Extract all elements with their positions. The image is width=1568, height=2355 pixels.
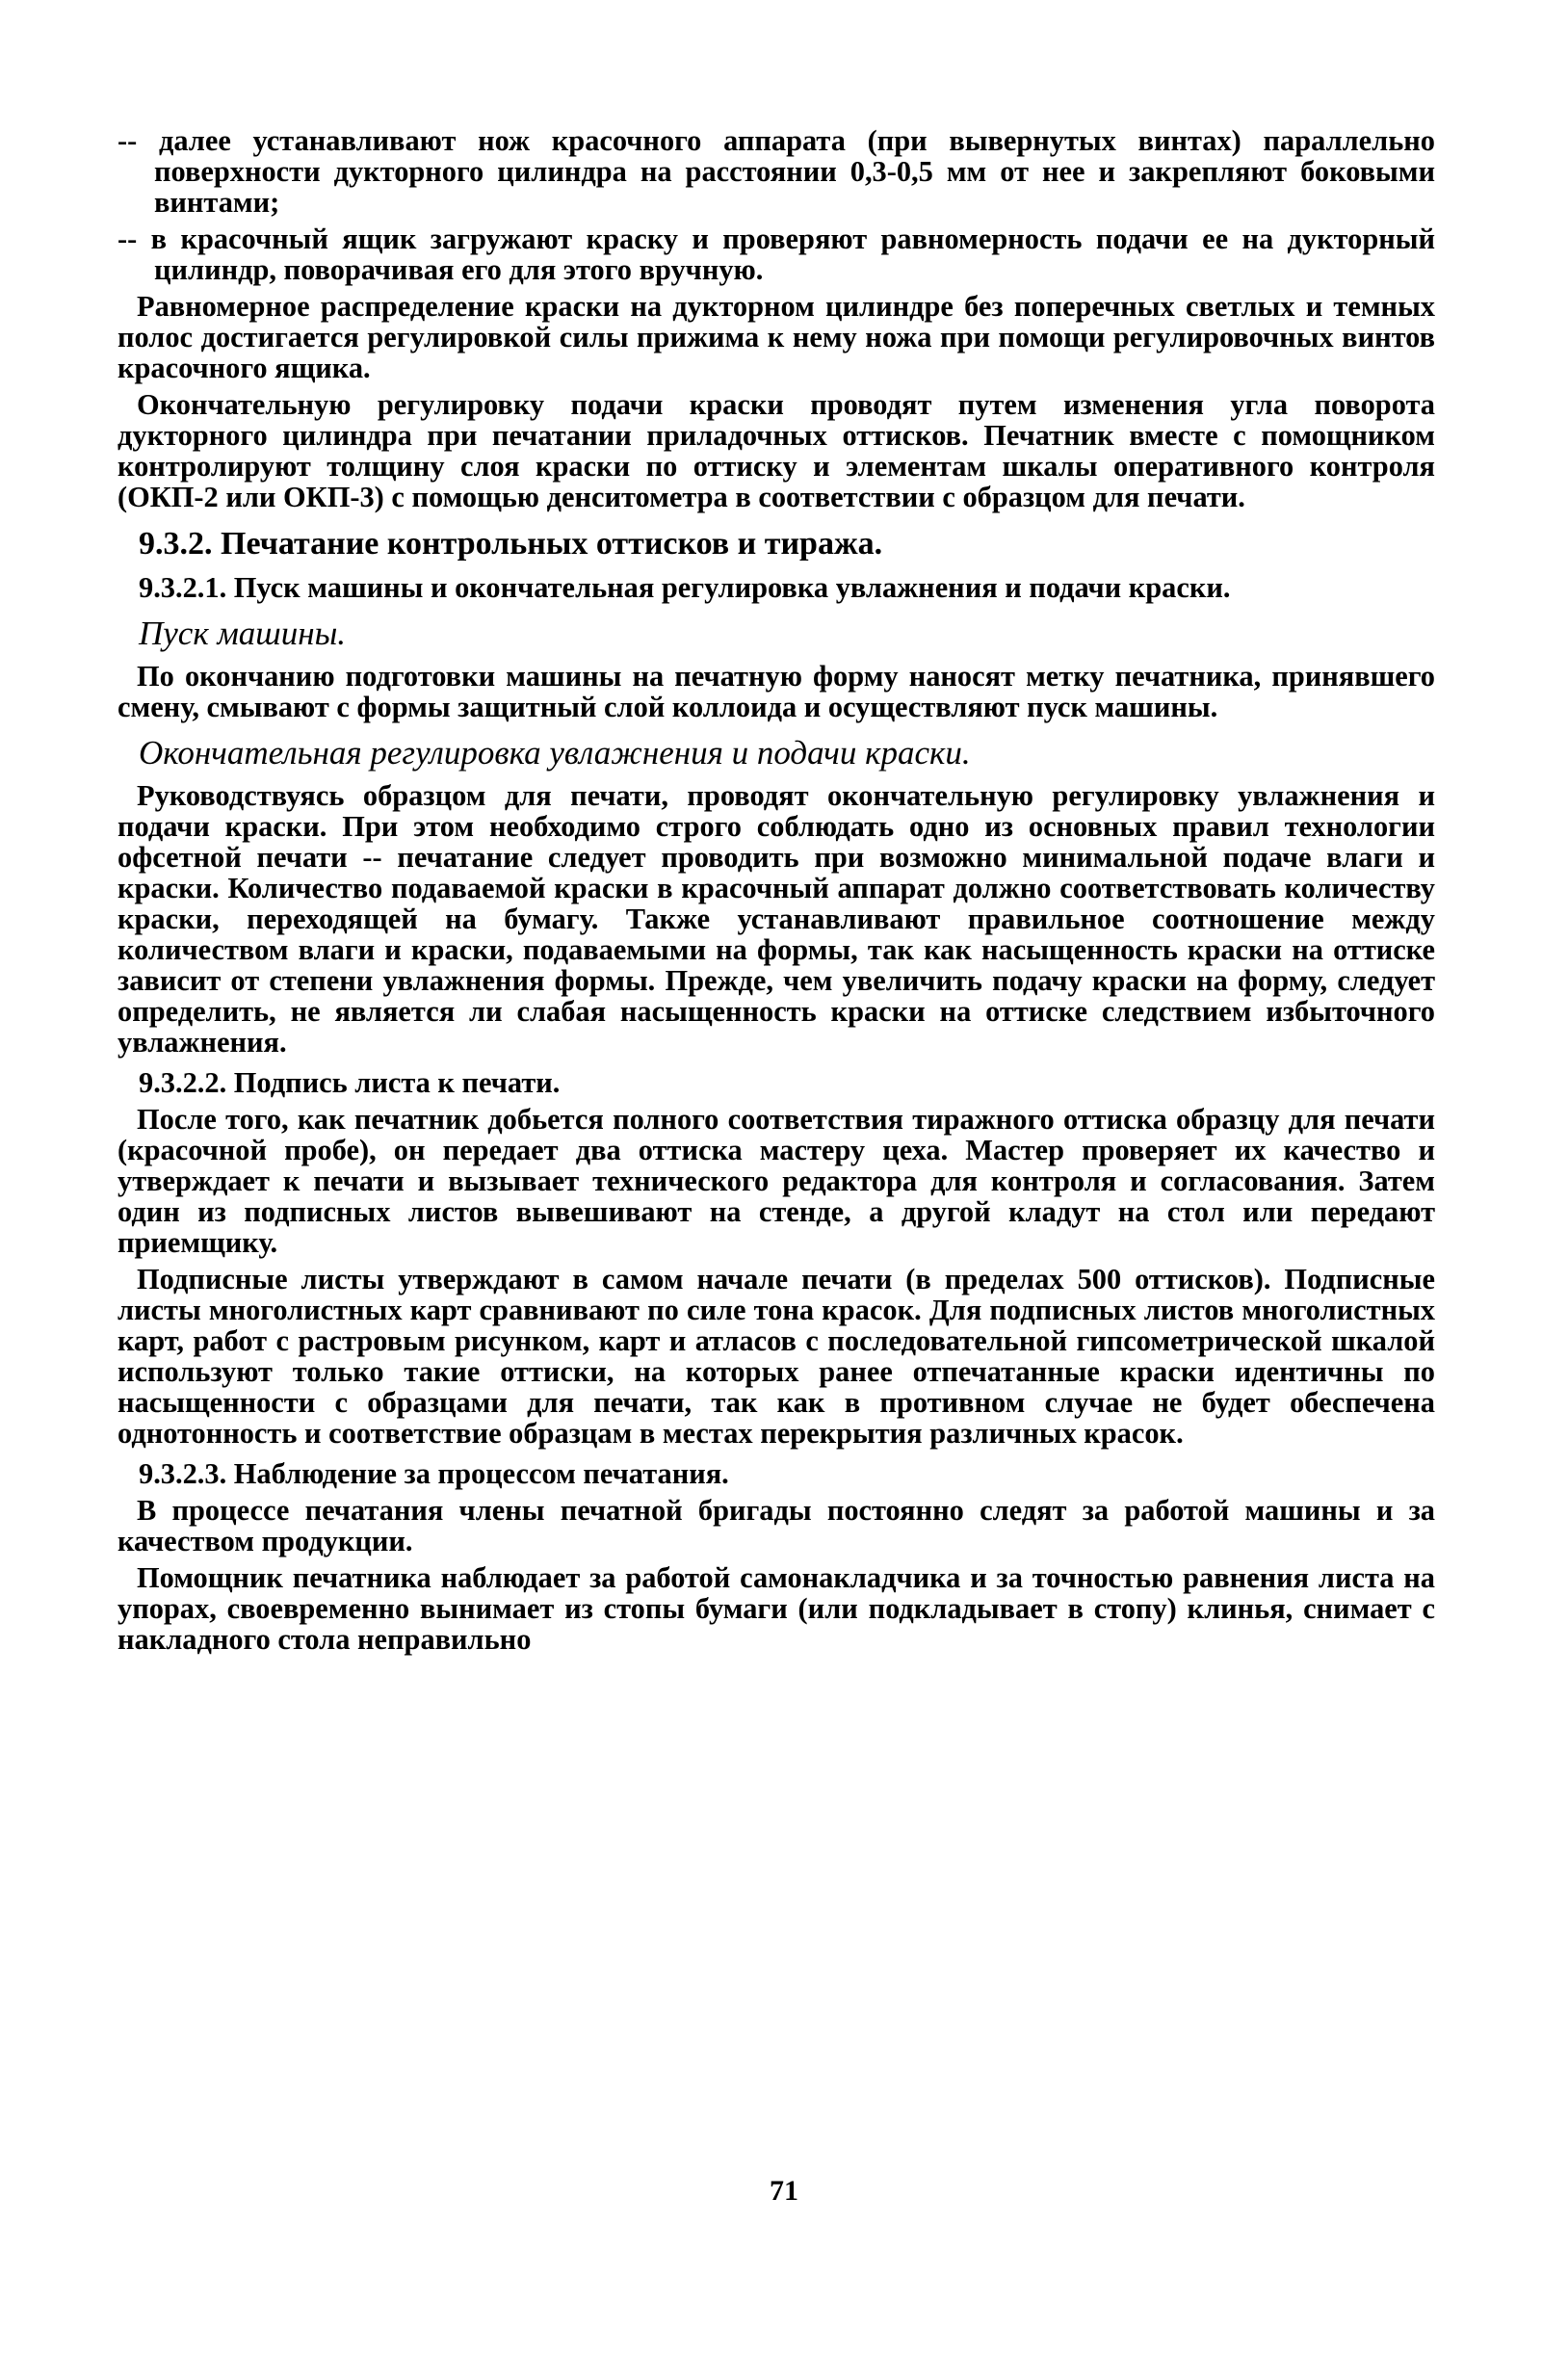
- page-number: 71: [770, 2175, 798, 2207]
- paragraph: В процессе печатания члены печатной бригады постоянно следят за работой машины и за качеством продукции.: [118, 1494, 1435, 1557]
- italic-subheading: Пуск машины.: [139, 615, 347, 652]
- section-heading: 9.3.2. Печатание контрольных оттисков и тиража.: [139, 526, 883, 562]
- list-item: -- далее устанавливают нож красочного аппарата (при вывернутых винтах) параллельно поверхности дукторного цилиндра на расстоянии 0,3-0,5 мм от нее и закрепляют боковыми винтами;: [118, 124, 1435, 219]
- paragraph: Руководствуясь образцом для печати, проводят окончательную регулировку увлажнения и подачи краски. При этом необходимо строго соблюдать одно из основных правил технологии офсетной печати -- печатание следует проводить при возможно минимальной подаче влаги и краски. Количество подаваемой краски в красочный аппарат должно соответствовать количеству краски, переходящей на бумагу. Также устанавливают правильное соотношение между количеством влаги и краски, подаваемыми на формы, так как насыщенность краски на оттиске зависит от степени увлажнения формы. Прежде, чем увеличить подачу краски на форму, следует определить, не является ли слабая насыщенность краски на оттиске следствием избыточного увлажнения.: [118, 779, 1435, 1059]
- list-item: -- в красочный ящик загружают краску и проверяют равномерность подачи ее на дукторный цилиндр, поворачивая его для этого вручную.: [118, 222, 1435, 286]
- paragraph: Подписные листы утверждают в самом начале печати (в пределах 500 оттисков). Подписные листы многолистных карт сравнивают по силе тона красок. Для подписных листов многолистных карт, работ с растровым рисунком, карт и атласов с последовательной гипсометрической шкалой используют только такие оттиски, на которых ранее отпечатанные краски идентичны по насыщенности с образцами для печати, так как в противном случае не будет обеспечена однотонность и соответствие образцам в местах перекрытия различных красок.: [118, 1263, 1435, 1450]
- paragraph: Равномерное распределение краски на дукторном цилиндре без поперечных светлых и темных полос достигается регулировкой силы прижима к нему ножа при помощи регулировочных винтов красочного ящика.: [118, 290, 1435, 384]
- page-body: [118, 125, 1435, 1661]
- paragraph: Окончательную регулировку подачи краски проводят путем изменения угла поворота дукторного цилиндра при печатании приладочных оттисков. Печатник вместе с помощником контролируют толщину слоя краски по оттиску и элементам шкалы оперативного контроля (ОКП-2 или ОКП-3) с помощью денситометра в соответствии с образцом для печати.: [118, 388, 1435, 513]
- italic-subheading: Окончательная регулировка увлажнения и подачи краски.: [139, 734, 971, 772]
- subsection-heading: 9.3.2.2. Подпись листа к печати.: [139, 1066, 561, 1099]
- paragraph: После того, как печатник добьется полного соответствия тиражного оттиска образцу для печати (красочной пробе), он передает два оттиска мастеру цеха. Мастер проверяет их качество и утверждает к печати и вызывает технического редактора для контроля и согласования. Затем один из подписных листов вывешивают на стенде, а другой кладут на стол или передают приемщику.: [118, 1103, 1435, 1259]
- paragraph: Помощник печатника наблюдает за работой самонакладчика и за точностью равнения листа на упорах, своевременно вынимает из стопы бумаги (или подкладывает в стопу) клинья, снимает с накладного стола неправильно: [118, 1561, 1435, 1656]
- paragraph: По окончанию подготовки машины на печатную форму наносят метку печатника, принявшего смену, смывают с формы защитный слой коллоида и осуществляют пуск машины.: [118, 660, 1435, 723]
- subsection-heading: 9.3.2.1. Пуск машины и окончательная регулировка увлажнения и подачи краски.: [139, 571, 1231, 604]
- subsection-heading: 9.3.2.3. Наблюдение за процессом печатания.: [139, 1457, 729, 1490]
